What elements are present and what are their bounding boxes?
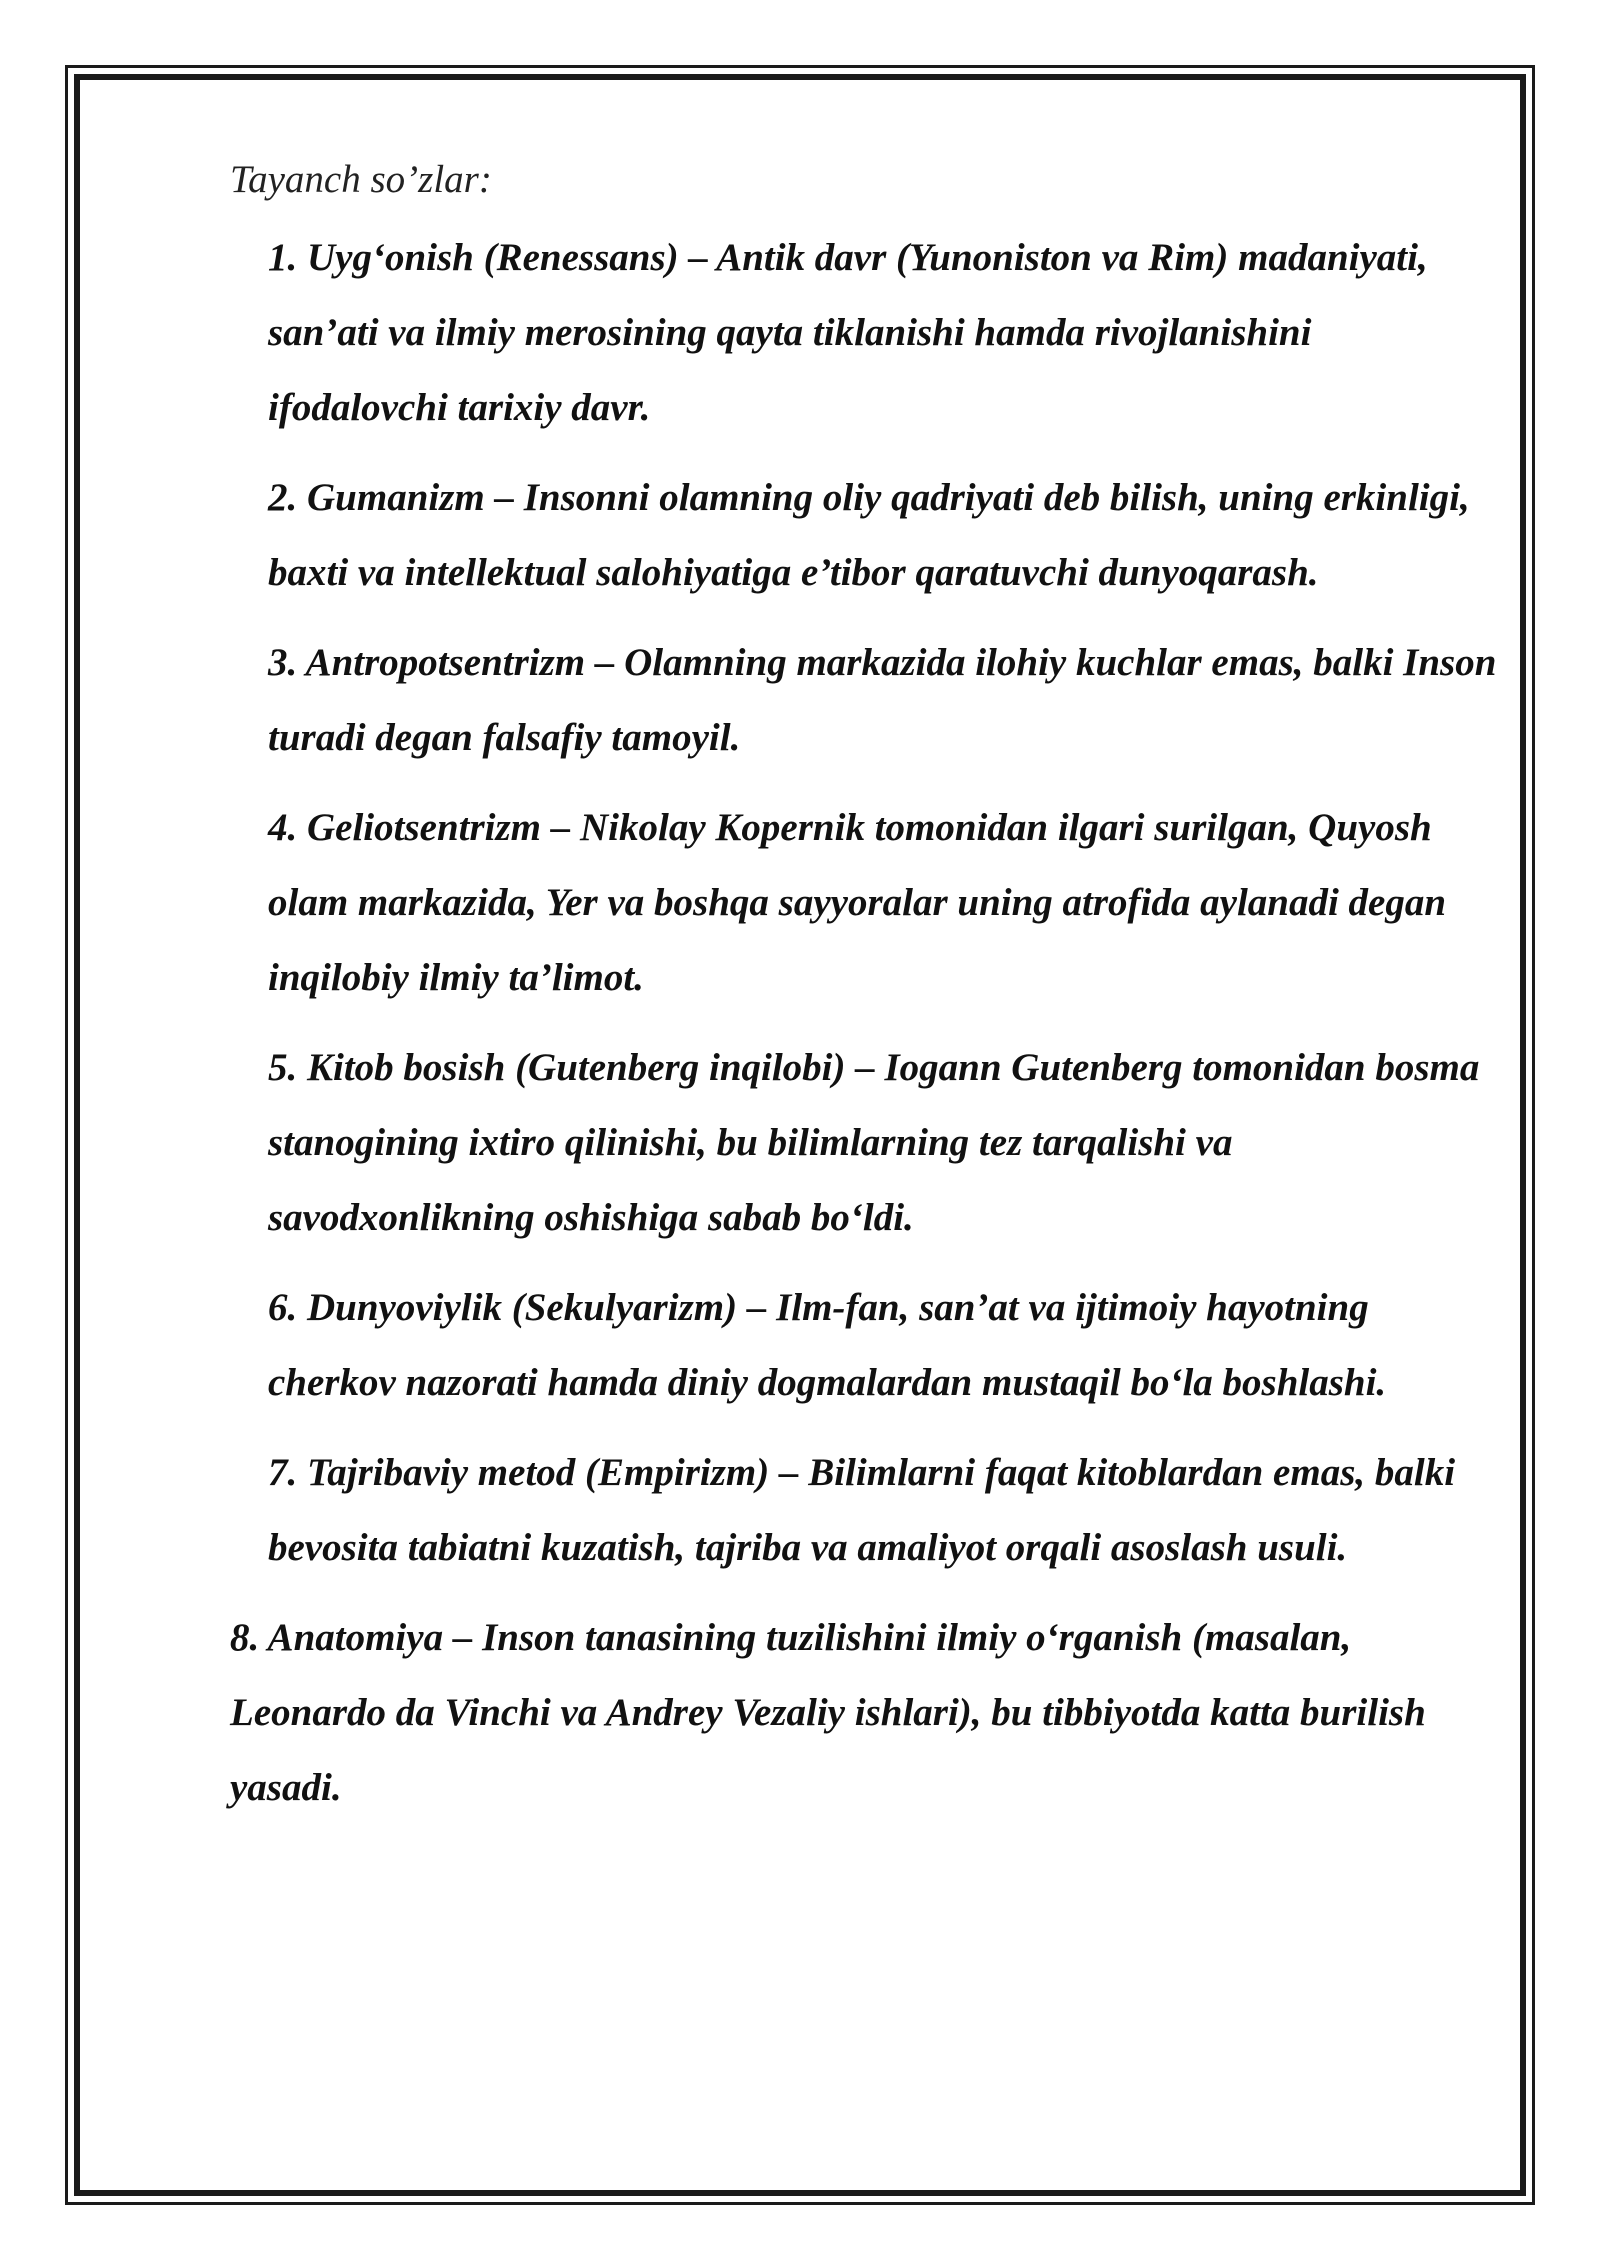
- term-item-1: 1. Uyg‘onish (Renessans) – Antik davr (Yunoniston va Rim) madaniyati, san’ati va ilmiy merosining qayta tiklanishi hamda rivojlanishini ifodalovchi tarixiy davr.: [268, 236, 1428, 429]
- key-terms-list: [230, 220, 1500, 1825]
- term-item-4: 4. Geliotsentrizm – Nikolay Kopernik tomonidan ilgari surilgan, Quyosh olam markazida, Yer va boshqa sayyoralar uning atrofida aylanadi degan inqilobiy ilmiy ta’limot.: [268, 806, 1447, 999]
- term-item-2: 2. Gumanizm – Insonni olamning oliy qadriyati deb bilish, uning erkinligi, baxti va intellektual salohiyatiga e’tibor qaratuvchi dunyoqarash.: [268, 476, 1470, 594]
- term-item-5: 5. Kitob bosish (Gutenberg inqilobi) – Iogann Gutenberg tomonidan bosma stanogining ixtiro qilinishi, bu bilimlarning tez tarqalishi va savodxonlikning oshishiga sabab bo‘ldi.: [268, 1046, 1480, 1239]
- key-terms-heading: Tayanch so’zlar:: [230, 158, 492, 201]
- term-item-3: 3. Antropotsentrizm – Olamning markazida ilohiy kuchlar emas, balki Inson turadi degan falsafiy tamoyil.: [268, 641, 1497, 759]
- term-item-8: 8. Anatomiya – Inson tanasining tuzilishini ilmiy o‘rganish (masalan, Leonardo da Vinchi va Andrey Vezaliy ishlari), bu tibbiyotda katta burilish yasadi.: [230, 1616, 1426, 1809]
- document-body: [230, 150, 1500, 1840]
- term-item-7: 7. Tajribaviy metod (Empirizm) – Bilimlarni faqat kitoblardan emas, balki bevosita tabiatni kuzatish, tajriba va amaliyot orqali asoslash usuli.: [268, 1451, 1456, 1569]
- term-item-6: 6. Dunyoviylik (Sekulyarizm) – Ilm-fan, san’at va ijtimoiy hayotning cherkov nazorati hamda diniy dogmalardan mustaqil bo‘la boshlashi.: [268, 1286, 1387, 1404]
